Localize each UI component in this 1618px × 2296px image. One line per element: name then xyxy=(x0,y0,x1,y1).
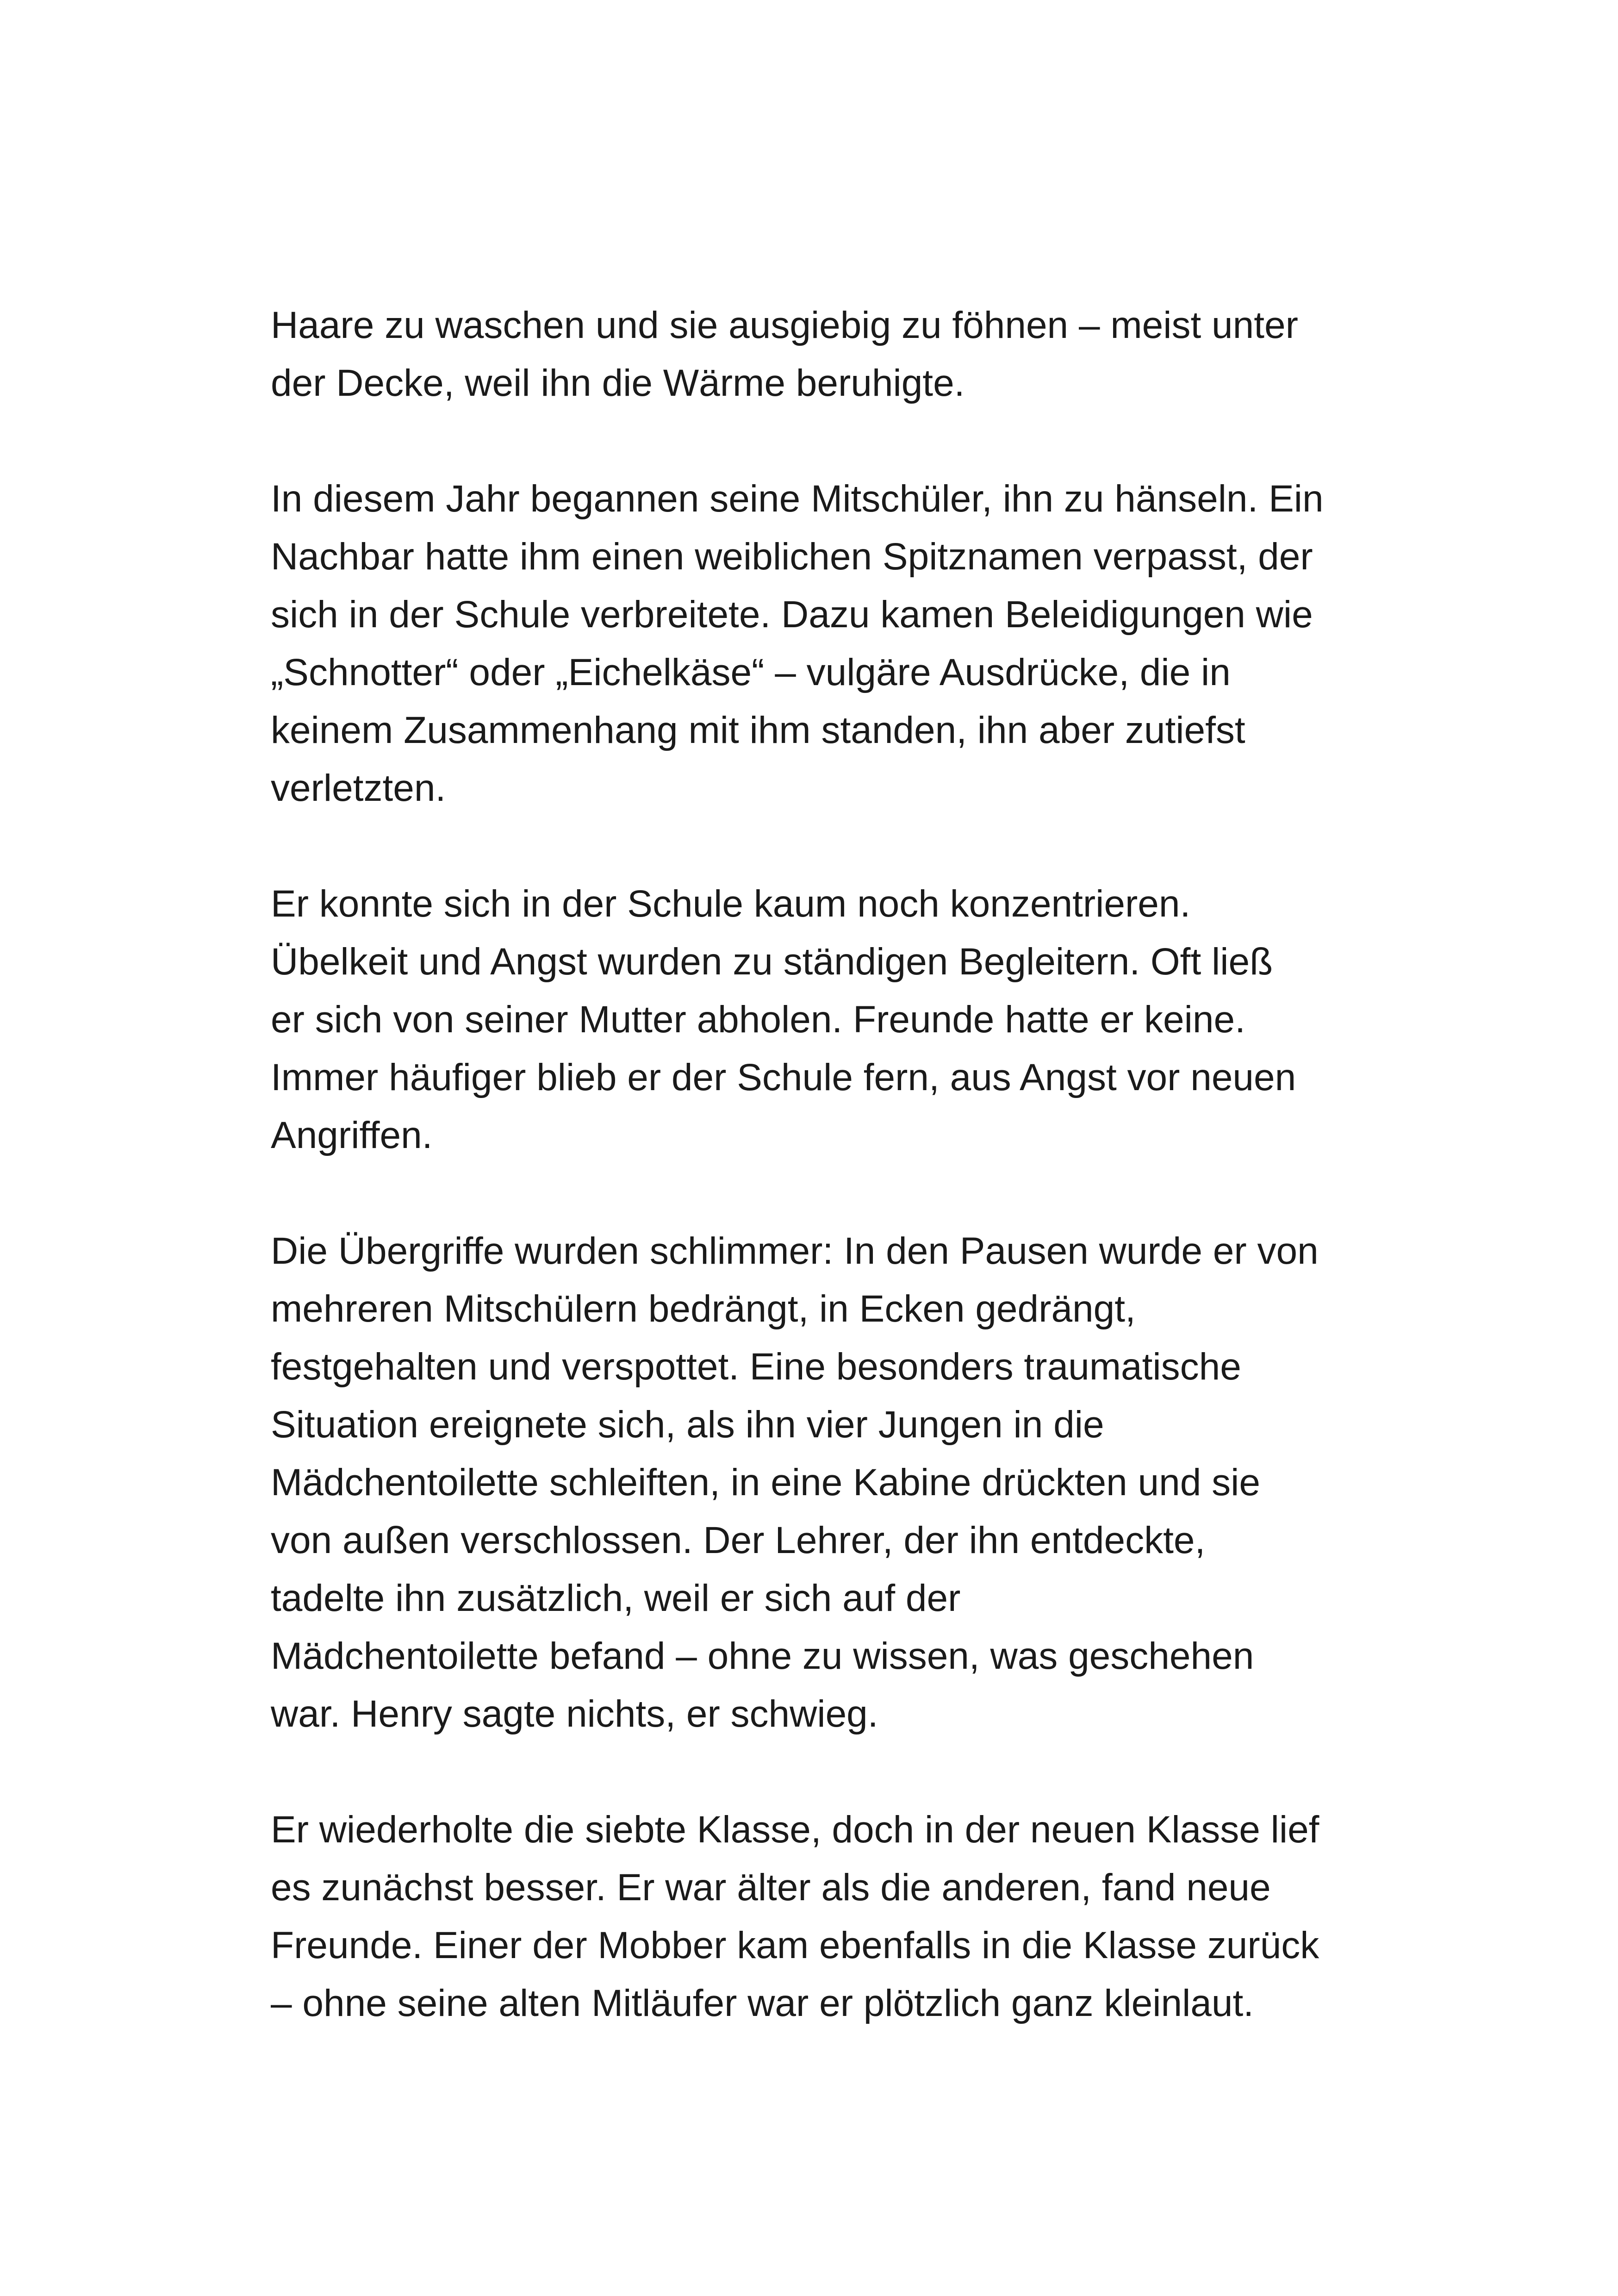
text-line: Übelkeit und Angst wurden zu ständigen Begleitern. Oft ließ xyxy=(271,941,1273,983)
text-line: er sich von seiner Mutter abholen. Freunde hatte er keine. xyxy=(271,998,1245,1041)
text-line: Er konnte sich in der Schule kaum noch konzentrieren. xyxy=(271,883,1191,925)
text-line: es zunächst besser. Er war älter als die anderen, fand neue xyxy=(271,1866,1271,1909)
text-line: – ohne seine alten Mitläufer war er plötzlich ganz kleinlaut. xyxy=(271,1982,1254,2024)
text-line: Nachbar hatte ihm einen weiblichen Spitznamen verpasst, der xyxy=(271,536,1313,578)
paragraph-5 xyxy=(271,1801,1382,2032)
paragraph-3 xyxy=(271,875,1382,1164)
text-line: In diesem Jahr begannen seine Mitschüler, ihn zu hänseln. Ein xyxy=(271,478,1324,520)
text-line: sich in der Schule verbreitete. Dazu kamen Beleidigungen wie xyxy=(271,593,1313,636)
text-line: der Decke, weil ihn die Wärme beruhigte. xyxy=(271,362,965,404)
text-line: „Schnotter“ oder „Eichelkäse“ – vulgäre Ausdrücke, die in xyxy=(271,651,1231,693)
text-line: Mädchentoilette befand – ohne zu wissen, was geschehen xyxy=(271,1635,1254,1677)
text-line: mehreren Mitschülern bedrängt, in Ecken gedrängt, xyxy=(271,1288,1136,1330)
text-line: Mädchentoilette schleiften, in eine Kabine drückten und sie xyxy=(271,1461,1260,1504)
text-line: keinem Zusammenhang mit ihm standen, ihn aber zutiefst xyxy=(271,709,1245,751)
text-line: Angriffen. xyxy=(271,1114,433,1156)
text-line: Freunde. Einer der Mobber kam ebenfalls in die Klasse zurück xyxy=(271,1924,1319,1966)
text-line: tadelte ihn zusätzlich, weil er sich auf der xyxy=(271,1577,961,1619)
text-line: Haare zu waschen und sie ausgiebig zu föhnen – meist unter xyxy=(271,304,1298,346)
text-line: Die Übergriffe wurden schlimmer: In den Pausen wurde er von xyxy=(271,1230,1319,1272)
text-line: von außen verschlossen. Der Lehrer, der ihn entdeckte, xyxy=(271,1519,1206,1561)
text-line: Situation ereignete sich, als ihn vier Jungen in die xyxy=(271,1404,1104,1446)
text-line: Immer häufiger blieb er der Schule fern, aus Angst vor neuen xyxy=(271,1056,1296,1098)
paragraph-4 xyxy=(271,1222,1382,1743)
paragraph-2 xyxy=(271,470,1382,817)
text-line: war. Henry sagte nichts, er schwieg. xyxy=(271,1693,878,1735)
paragraph-1 xyxy=(271,296,1382,412)
text-line: verletzten. xyxy=(271,767,446,809)
text-line: Er wiederholte die siebte Klasse, doch in der neuen Klasse lief xyxy=(271,1809,1319,1851)
body-text xyxy=(271,296,1382,2090)
text-line: festgehalten und verspottet. Eine besonders traumatische xyxy=(271,1346,1241,1388)
